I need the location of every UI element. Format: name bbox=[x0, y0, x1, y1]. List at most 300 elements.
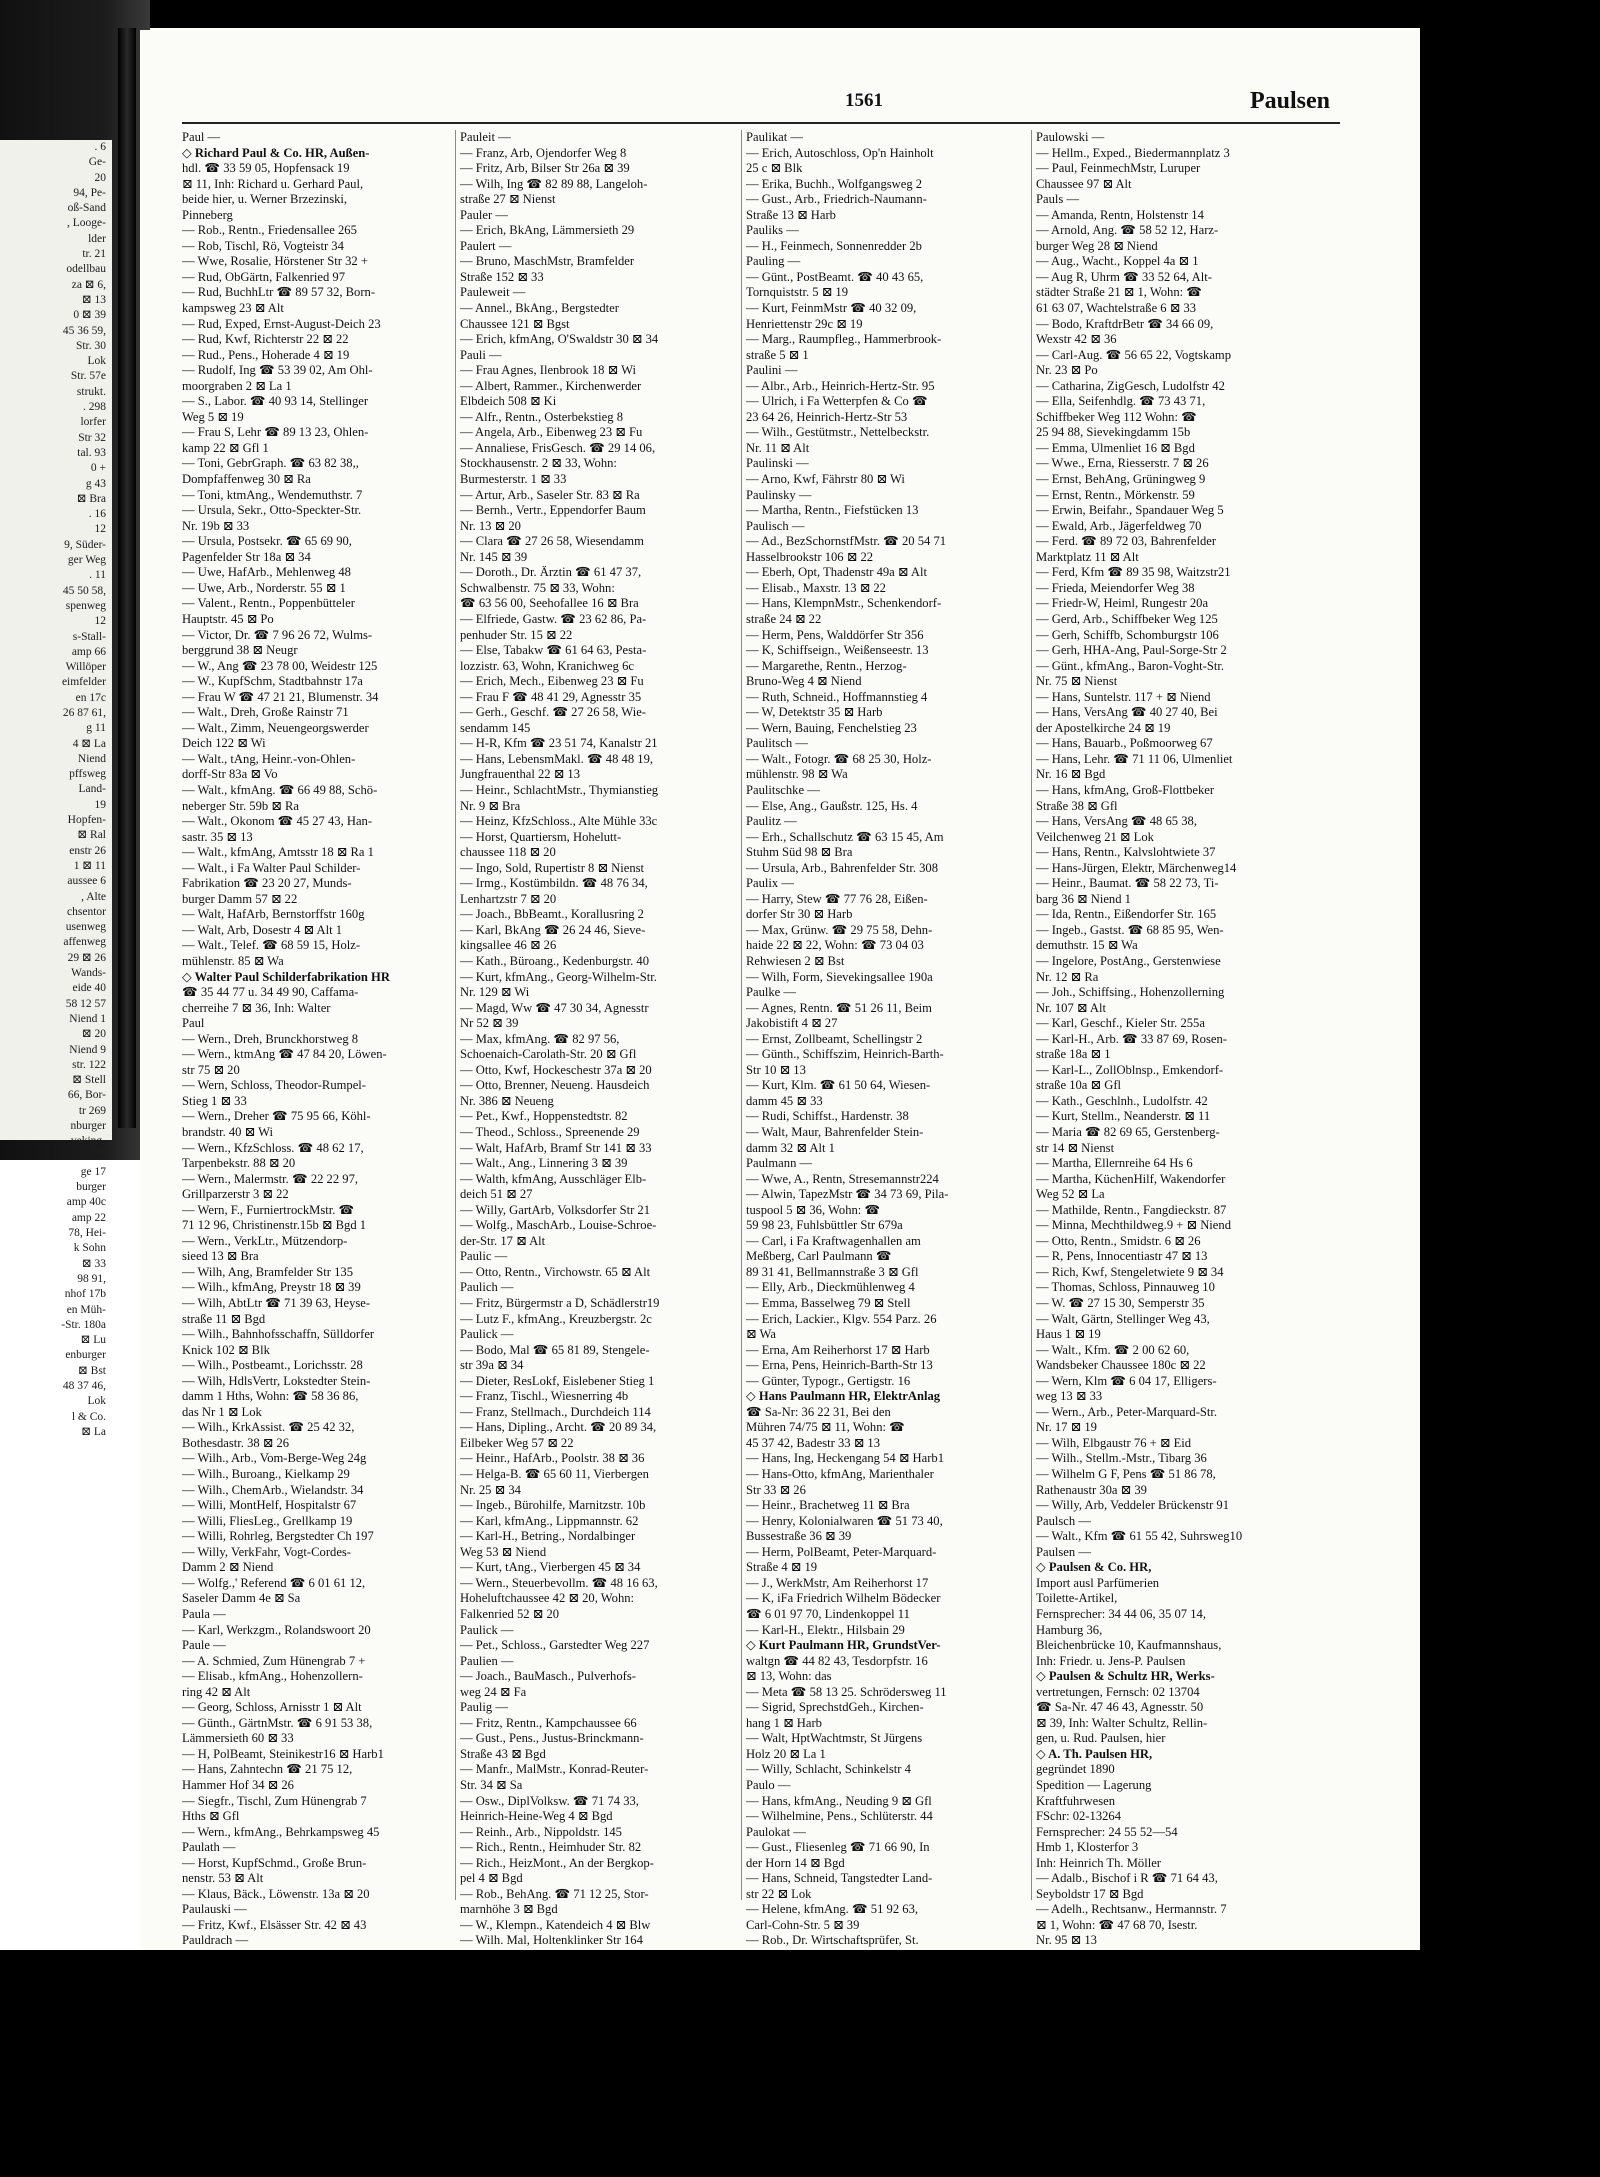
directory-entry: damm 45 ⊠ 33 bbox=[746, 1093, 823, 1108]
directory-entry: — Rud, Exped, Ernst-August-Deich 23 bbox=[182, 316, 381, 331]
directory-entry: — Harry, Stew ☎ 77 76 28, Eißen- bbox=[746, 891, 928, 906]
previous-page-line: 19 bbox=[94, 798, 106, 811]
directory-entry: — W., Klempn., Katendeich 4 ⊠ Blw bbox=[460, 1917, 651, 1932]
directory-entry: Deich 122 ⊠ Wi bbox=[182, 736, 266, 751]
directory-entry: — Arnold, Ang. ☎ 58 52 12, Harz- bbox=[1036, 223, 1219, 238]
previous-page-line: ⊠ Lu bbox=[80, 1334, 106, 1347]
previous-page-line: 45 36 59, bbox=[62, 324, 106, 337]
directory-entry: — Rich., HeizMont., An der Bergkop- bbox=[460, 1855, 654, 1870]
directory-entry: — H-R, Kfm ☎ 23 51 74, Kanalstr 21 bbox=[460, 736, 658, 751]
firm-entry: ◇ Hans Paulmann HR, ElektrAnlag bbox=[746, 1389, 941, 1404]
directory-entry: Nr. 13 ⊠ 20 bbox=[460, 518, 521, 533]
directory-entry: — Heinr., HafArb., Poolstr. 38 ⊠ 36 bbox=[460, 1451, 645, 1466]
directory-entry: — Uwe, HafArb., Mehlenweg 48 bbox=[182, 565, 351, 580]
directory-page bbox=[140, 30, 1420, 1950]
directory-entry: — Ernst, Zollbeamt, Schellingstr 2 bbox=[746, 1031, 923, 1046]
directory-entry: — Walth, kfmAng, Ausschläger Elb- bbox=[460, 1171, 647, 1186]
directory-entry: — Ursula, Sekr., Otto-Speckter-Str. bbox=[182, 503, 362, 518]
directory-entry: — Wilh, AbtLtr ☎ 71 39 63, Heyse- bbox=[182, 1296, 371, 1311]
previous-page-line: 20 bbox=[94, 171, 106, 184]
directory-entry: Spedition — Lagerung bbox=[1036, 1777, 1152, 1792]
directory-entry: — Wilh., Arb., Vom-Berge-Weg 24g bbox=[182, 1451, 367, 1466]
directory-entry: — Fritz, Kwf., Elsässer Str. 42 ⊠ 43 bbox=[182, 1917, 367, 1932]
directory-entry: — Kurt, FeinmMstr ☎ 40 32 09, bbox=[746, 301, 917, 316]
firm-entry: ◇ Richard Paul & Co. HR, Außen- bbox=[182, 145, 370, 160]
directory-entry: str 75 ⊠ 20 bbox=[182, 1062, 240, 1077]
directory-entry: — Toni, GebrGraph. ☎ 63 82 38,, bbox=[182, 456, 359, 471]
directory-entry: gegründet 1890 bbox=[1036, 1762, 1115, 1777]
directory-entry: — Karl, Werkzgm., Rolandswoort 20 bbox=[182, 1622, 371, 1637]
directory-entry: — Walt, HafArb, Bernstorffstr 160g bbox=[182, 907, 365, 922]
directory-entry: Jungfrauenthal 22 ⊠ 13 bbox=[460, 767, 581, 782]
previous-page-line: eide 40 bbox=[72, 982, 106, 995]
directory-entry: — Fritz, Arb, Bilser Str 26a ⊠ 39 bbox=[460, 161, 630, 176]
directory-entry: Nr. 25 ⊠ 34 bbox=[460, 1482, 521, 1497]
previous-page-line: 9, Süder- bbox=[64, 538, 106, 551]
directory-entry: — Hans, KlempnMstr., Schenkendorf- bbox=[746, 596, 942, 611]
directory-entry: — Frau W ☎ 47 21 21, Blumenstr. 34 bbox=[182, 689, 379, 704]
directory-entry: — Uwe, Arb., Norderstr. 55 ⊠ 1 bbox=[182, 580, 346, 595]
directory-entry: — Klaus, Bäck., Löwenstr. 13a ⊠ 20 bbox=[182, 1886, 370, 1901]
directory-entry: Str 10 ⊠ 13 bbox=[746, 1062, 806, 1077]
directory-entry: sendamm 145 bbox=[460, 720, 531, 735]
previous-page-line: ger Weg bbox=[67, 554, 106, 567]
previous-page-line: ⊠ Ral bbox=[77, 829, 106, 842]
previous-page-line: g 43 bbox=[85, 477, 106, 490]
previous-page-line: Lok bbox=[87, 355, 106, 368]
surname-heading: Pauls — bbox=[1036, 192, 1080, 207]
directory-entry: — Heinr., SchlachtMstr., Thymianstieg bbox=[460, 782, 659, 797]
directory-entry: — A. Schmied, Zum Hünengrab 7 + bbox=[182, 1653, 366, 1668]
previous-page-line: en 17c bbox=[75, 691, 106, 704]
directory-entry: — Wilh, Form, Sievekingsallee 190a bbox=[746, 969, 933, 984]
directory-entry: — Joh., Schiffsing., Hohenzollerning bbox=[1036, 985, 1225, 1000]
directory-entry: — Henry, Kolonialwaren ☎ 51 73 40, bbox=[746, 1513, 943, 1528]
directory-entry: — Carl-Aug. ☎ 56 65 22, Vogtskamp bbox=[1036, 347, 1232, 362]
directory-entry: — Herm, PolBeamt, Peter-Marquard- bbox=[746, 1544, 937, 1559]
directory-entry: — Eberh, Opt, Thadenstr 49a ⊠ Alt bbox=[746, 565, 928, 580]
directory-entry: — Angela, Arb., Eibenweg 23 ⊠ Fu bbox=[460, 425, 643, 440]
directory-entry: Weg 52 ⊠ La bbox=[1036, 1187, 1105, 1202]
directory-entry: — Kath., Büroang., Kedenburgstr. 40 bbox=[460, 953, 649, 968]
directory-entry: — Wilh. Mal, Holtenklinker Str 164 bbox=[460, 1933, 643, 1948]
directory-entry: — Wilh., Bahnhofsschaffn, Sülldorfer bbox=[182, 1327, 375, 1342]
directory-entry: — Martha, Ellernreihe 64 Hs 6 bbox=[1036, 1156, 1193, 1171]
directory-entry: — Wilh., Gestütmstr., Nettelbeckstr. bbox=[746, 425, 930, 440]
header-rule bbox=[182, 122, 1340, 124]
directory-entry: weg 24 ⊠ Fa bbox=[460, 1684, 527, 1699]
surname-heading: Paulick — bbox=[460, 1327, 514, 1342]
directory-entry: — Günter, Typogr., Gertigstr. 16 bbox=[746, 1373, 911, 1388]
directory-entry: — Rudolf, Ing ☎ 53 39 02, Am Ohl- bbox=[182, 363, 373, 378]
directory-entry: — Friedr-W, Heiml, Rungestr 20a bbox=[1036, 596, 1209, 611]
directory-entry: — Wwe, A., Rentn, Stresemannstr224 bbox=[746, 1171, 939, 1186]
directory-entry: Elbdeich 508 ⊠ Ki bbox=[460, 394, 557, 409]
directory-entry: Jakobistift 4 ⊠ 27 bbox=[746, 1016, 838, 1031]
firm-entry: ◇ Walter Paul Schilderfabrikation HR bbox=[182, 969, 390, 984]
directory-entry: Nr. 23 ⊠ Po bbox=[1036, 363, 1098, 378]
surname-heading: Paulitsch — bbox=[746, 736, 808, 751]
directory-entry: — Alfr., Rentn., Osterbekstieg 8 bbox=[460, 409, 623, 424]
directory-entry: 61 63 07, Wachtelstraße 6 ⊠ 33 bbox=[1036, 301, 1197, 316]
directory-entry: vertretungen, Fernsch: 02 13704 bbox=[1036, 1684, 1200, 1699]
directory-entry: — Otto, Brenner, Neueng. Hausdeich bbox=[460, 1078, 650, 1093]
surname-heading: Paulokat — bbox=[746, 1824, 806, 1839]
directory-entry: — Wern, Klm ☎ 6 04 17, Elligers- bbox=[1036, 1373, 1217, 1388]
directory-entry: — S., Labor. ☎ 40 93 14, Stellinger bbox=[182, 394, 369, 409]
surname-heading: Paule — bbox=[182, 1638, 226, 1653]
previous-page-line: amp 66 bbox=[71, 645, 106, 658]
previous-page-line: burger bbox=[76, 1181, 106, 1194]
directory-entry: — Wilhelmine, Pens., Schlüterstr. 44 bbox=[746, 1809, 933, 1824]
surname-heading: Paulsen — bbox=[1036, 1544, 1091, 1559]
surname-heading: Paulitz — bbox=[746, 814, 797, 829]
directory-entry: — Walt., kfmAng, Amtsstr 18 ⊠ Ra 1 bbox=[182, 845, 374, 860]
directory-entry: Eilbeker Weg 57 ⊠ 22 bbox=[460, 1435, 574, 1450]
directory-entry: — Rich., Rentn., Heimhuder Str. 82 bbox=[460, 1840, 642, 1855]
directory-entry: straße 5 ⊠ 1 bbox=[746, 347, 809, 362]
directory-entry: — Else, Ang., Gaußstr. 125, Hs. 4 bbox=[746, 798, 918, 813]
previous-page-line: 45 50 58, bbox=[62, 584, 106, 597]
directory-entry: Dompfaffenweg 30 ⊠ Ra bbox=[182, 472, 311, 487]
directory-entry: — Walt., Ang., Linnering 3 ⊠ 39 bbox=[460, 1156, 628, 1171]
previous-page-line: veking- bbox=[70, 1135, 106, 1148]
directory-entry: — Hans, Bauarb., Poßmoorweg 67 bbox=[1036, 736, 1213, 751]
directory-entry: — R, Pens, Innocentiastr 47 ⊠ 13 bbox=[1036, 1249, 1208, 1264]
directory-entry: hang 1 ⊠ Harb bbox=[746, 1715, 822, 1730]
directory-entry: Wandsbeker Chaussee 180c ⊠ 22 bbox=[1036, 1358, 1206, 1373]
directory-entry: — Horst, Quartiersm, Hohelutt- bbox=[460, 829, 622, 844]
directory-entry: — Wern., kfmAng., Behrkampsweg 45 bbox=[182, 1824, 380, 1839]
previous-page-line: Hopfen- bbox=[67, 814, 106, 827]
directory-entry: — Elfriede, Gastw. ☎ 23 62 86, Pa- bbox=[460, 611, 647, 626]
directory-entry: Nr. 129 ⊠ Wi bbox=[460, 985, 530, 1000]
directory-entry: — Rob., Rentn., Friedensallee 265 bbox=[182, 223, 357, 238]
firm-entry: ◇ Kurt Paulmann HR, GrundstVer- bbox=[746, 1638, 941, 1653]
directory-entry: — Ulrich, i Fa Wetterpfen & Co ☎ bbox=[746, 394, 928, 409]
firm-entry: ◇ A. Th. Paulsen HR, bbox=[1036, 1746, 1153, 1761]
directory-entry: 23 64 26, Heinrich-Hertz-Str 53 bbox=[746, 409, 908, 424]
directory-entry: Schiffbeker Weg 112 Wohn: ☎ bbox=[1036, 409, 1197, 424]
directory-entry: Bruno-Weg 4 ⊠ Niend bbox=[746, 674, 862, 689]
surname-heading: Paulauski — bbox=[182, 1902, 247, 1917]
directory-entry: — Helene, kfmAng. ☎ 51 92 63, bbox=[746, 1902, 919, 1917]
directory-entry: straße 10a ⊠ Gfl bbox=[1036, 1078, 1122, 1093]
directory-entry: Nr 52 ⊠ 39 bbox=[460, 1016, 519, 1031]
directory-entry: Kraftfuhrwesen bbox=[1036, 1793, 1116, 1808]
directory-entry: Carl-Cohn-Str. 5 ⊠ 39 bbox=[746, 1917, 860, 1932]
previous-page-line: Land- bbox=[78, 783, 106, 796]
directory-entry: — Otto, Rentn., Virchowstr. 65 ⊠ Alt bbox=[460, 1264, 651, 1279]
directory-entry: — Günt., PostBeamt. ☎ 40 43 65, bbox=[746, 269, 924, 284]
previous-page-line: tr. 21 bbox=[82, 248, 106, 261]
directory-entry: Schwalbenstr. 75 ⊠ 33, Wohn: bbox=[460, 580, 615, 595]
directory-entry: 45 37 42, Badestr 33 ⊠ 13 bbox=[746, 1435, 881, 1450]
directory-entry: — Willi, FliesLeg., Grellkamp 19 bbox=[182, 1513, 353, 1528]
previous-page-line: aussee 6 bbox=[67, 875, 106, 888]
directory-entry: 59 98 23, Fuhlsbüttler Str 679a bbox=[746, 1218, 903, 1233]
directory-entry: Damm 2 ⊠ Niend bbox=[182, 1560, 274, 1575]
previous-page-line: 0 ⊠ 39 bbox=[73, 309, 106, 322]
directory-entry: Hasselbrookstr 106 ⊠ 22 bbox=[746, 549, 874, 564]
directory-entry: — Wilh., Buroang., Kielkamp 29 bbox=[182, 1467, 350, 1482]
directory-entry: — Kurt, kfmAng., Georg-Wilhelm-Str. bbox=[460, 969, 657, 984]
directory-entry: — Willi, Rohrleg, Bergstedter Ch 197 bbox=[182, 1529, 374, 1544]
directory-entry: — Walt., Okonom ☎ 45 27 43, Han- bbox=[182, 814, 373, 829]
scan-border-bottom bbox=[0, 1950, 1600, 2177]
previous-page-line: amp 40c bbox=[66, 1196, 106, 1209]
directory-entry: Falkenried 52 ⊠ 20 bbox=[460, 1606, 560, 1621]
directory-entry: — Ida, Rentn., Eißendorfer Str. 165 bbox=[1036, 907, 1217, 922]
directory-entry: mühlenstr. 98 ⊠ Wa bbox=[746, 767, 848, 782]
directory-entry: — Wern, F., FurniertrockMstr. ☎ bbox=[182, 1202, 355, 1217]
previous-page-line: . 298 bbox=[83, 401, 106, 414]
previous-page-line: ⊠ 20 bbox=[81, 1028, 106, 1041]
directory-entry: — Frau S, Lehr ☎ 89 13 23, Ohlen- bbox=[182, 425, 369, 440]
directory-entry: straße 18a ⊠ 1 bbox=[1036, 1047, 1111, 1062]
directory-entry: — W., KupfSchm, Stadtbahnstr 17a bbox=[182, 674, 363, 689]
directory-entry: Nr. 17 ⊠ 19 bbox=[1036, 1420, 1097, 1435]
previous-page-line: l & Co. bbox=[71, 1410, 106, 1423]
directory-entry: — Maria ☎ 82 69 65, Gerstenberg- bbox=[1036, 1125, 1220, 1139]
directory-entry: — Dieter, ResLokf, Eislebener Stieg 1 bbox=[460, 1373, 655, 1388]
directory-entry: — Thomas, Schloss, Pinnauweg 10 bbox=[1036, 1280, 1215, 1295]
directory-entry: Bothesdastr. 38 ⊠ 26 bbox=[182, 1435, 290, 1450]
directory-entry: — Alwin, TapezMstr ☎ 34 73 69, Pila- bbox=[746, 1187, 949, 1202]
directory-entry: — Ingeb., Bürohilfe, Marnitzstr. 10b bbox=[460, 1498, 646, 1513]
directory-entry: — Walt, HptWachtmstr, St Jürgens bbox=[746, 1731, 923, 1746]
directory-entry: Heinrich-Heine-Weg 4 ⊠ Bgd bbox=[460, 1809, 613, 1824]
directory-entry: Straße 13 ⊠ Harb bbox=[746, 207, 836, 222]
directory-entry: — Victor, Dr. ☎ 7 96 26 72, Wulms- bbox=[182, 627, 373, 642]
directory-entry: Hoheluftchaussee 42 ⊠ 20, Wohn: bbox=[460, 1591, 635, 1606]
directory-entry: der Horn 14 ⊠ Bgd bbox=[746, 1855, 845, 1870]
directory-entry: — Wolfg., MaschArb., Louise-Schroe- bbox=[460, 1218, 657, 1233]
directory-entry: Seyboldstr 17 ⊠ Bgd bbox=[1036, 1886, 1144, 1901]
directory-entry: — Ella, Seifenhdlg. ☎ 73 43 71, bbox=[1036, 394, 1206, 409]
directory-entry: kampsweg 23 ⊠ Alt bbox=[182, 301, 284, 316]
previous-page-line: 12 bbox=[94, 523, 106, 536]
directory-entry: — Ingo, Sold, Rupertistr 8 ⊠ Nienst bbox=[460, 860, 645, 875]
directory-entry: städter Straße 21 ⊠ 1, Wohn: ☎ bbox=[1036, 285, 1202, 300]
surname-heading: Paulath — bbox=[182, 1840, 236, 1855]
directory-entry: — Erich, Mech., Eibenweg 23 ⊠ Fu bbox=[460, 674, 644, 689]
directory-entry: — Karl, BkAng ☎ 26 24 46, Sieve- bbox=[460, 922, 646, 937]
directory-entry: — Helga-B. ☎ 65 60 11, Vierbergen bbox=[460, 1467, 649, 1482]
directory-entry: — Osw., DiplVolksw. ☎ 71 74 33, bbox=[460, 1793, 639, 1808]
surname-heading: Paulisch — bbox=[746, 518, 805, 533]
directory-entry: — Ursula, Postsekr. ☎ 65 69 90, bbox=[182, 534, 352, 549]
directory-entry: — Fritz, Bürgermstr a D, Schädlerstr19 bbox=[460, 1296, 660, 1311]
previous-page-line: 29 ⊠ 26 bbox=[67, 951, 106, 964]
directory-entry: Wexstr 42 ⊠ 36 bbox=[1036, 332, 1117, 347]
directory-entry: — Fritz, Rentn., Kampchaussee 66 bbox=[460, 1715, 637, 1730]
directory-entry: — Wern, Schloss, Theodor-Rumpel- bbox=[182, 1078, 367, 1093]
previous-page-fragment bbox=[0, 140, 112, 1438]
directory-entry: — Erna, Am Reiherhorst 17 ⊠ Harb bbox=[746, 1342, 930, 1357]
previous-page-line: ⊠ 13 bbox=[81, 293, 106, 306]
directory-entry: — Mathilde, Rentn., Fangdieckstr. 87 bbox=[1036, 1202, 1227, 1217]
directory-entry: — Walt., Kfm ☎ 61 55 42, Suhrsweg10 bbox=[1036, 1529, 1243, 1544]
directory-entry: — Wilh., Stellm.-Mstr., Tibarg 36 bbox=[1036, 1451, 1207, 1466]
previous-page-line: Str 32 bbox=[78, 431, 106, 444]
directory-entry: berggrund 38 ⊠ Neugr bbox=[182, 643, 298, 658]
directory-column-3 bbox=[746, 130, 1028, 1948]
directory-entry: Rathenaustr 30a ⊠ 39 bbox=[1036, 1482, 1147, 1497]
directory-entry: ⊠ 11, Inh: Richard u. Gerhard Paul, bbox=[182, 176, 364, 191]
directory-entry: burger Damm 57 ⊠ 22 bbox=[182, 891, 298, 906]
directory-entry: — Ad., BezSchornstfMstr. ☎ 20 54 71 bbox=[746, 534, 947, 549]
directory-entry: — Wern., ktmAng ☎ 47 84 20, Löwen- bbox=[182, 1047, 387, 1062]
directory-entry: — Franz, Stellmach., Durchdeich 114 bbox=[460, 1404, 651, 1419]
directory-entry: — Catharina, ZigGesch, Ludolfstr 42 bbox=[1036, 378, 1225, 393]
surname-heading: Paulmann — bbox=[746, 1156, 813, 1171]
previous-page-line: str. 122 bbox=[72, 1058, 106, 1071]
previous-page-line: tal. 93 bbox=[77, 446, 106, 459]
directory-entry: — Wilh., ChemArb., Wielandstr. 34 bbox=[182, 1482, 364, 1497]
directory-entry: demuthstr. 15 ⊠ Wa bbox=[1036, 938, 1138, 953]
directory-entry: Chaussee 121 ⊠ Bgst bbox=[460, 316, 570, 331]
previous-page-line: ⊠ Bra bbox=[76, 492, 106, 505]
directory-entry: ☎ Sa-Nr. 47 46 43, Agnesstr. 50 bbox=[1036, 1700, 1204, 1715]
directory-entry: — Carl, i Fa Kraftwagenhallen am bbox=[746, 1233, 921, 1248]
surname-heading: Paulo — bbox=[746, 1777, 791, 1792]
previous-page-line: eimfelder bbox=[61, 676, 106, 689]
directory-entry: — Rob., BehAng. ☎ 71 12 25, Stor- bbox=[460, 1886, 649, 1901]
surname-heading: Pauli — bbox=[460, 347, 502, 362]
directory-entry: beide hier, u. Werner Brzezinski, bbox=[182, 192, 348, 207]
previous-page-line: ⊠ La bbox=[81, 1425, 106, 1438]
previous-page-line: 94, Pe- bbox=[73, 186, 106, 199]
directory-entry: — Hans, LebensmMakl. ☎ 48 48 19, bbox=[460, 751, 654, 766]
directory-entry: — Ewald, Arb., Jägerfeldweg 70 bbox=[1036, 518, 1202, 533]
directory-entry: — Hans, VersAng ☎ 48 65 38, bbox=[1036, 814, 1197, 829]
directory-entry: — Kath., Geschlnh., Ludolfstr. 42 bbox=[1036, 1093, 1208, 1108]
directory-entry: ☎ 35 44 77 u. 34 49 90, Caffama- bbox=[182, 985, 359, 1000]
directory-entry: — Wwe., Erna, Riesserstr. 7 ⊠ 26 bbox=[1036, 456, 1209, 471]
surname-heading: Paulert — bbox=[460, 238, 512, 253]
directory-entry: — Horst, KupfSchmd., Große Brun- bbox=[182, 1855, 367, 1870]
directory-entry: — W. ☎ 27 15 30, Semperstr 35 bbox=[1036, 1296, 1205, 1311]
surname-heading: Paulowski — bbox=[1036, 130, 1105, 144]
directory-entry: — Ruth, Schneid., Hoffmannstieg 4 bbox=[746, 689, 928, 704]
directory-entry: Schoenaich-Carolath-Str. 20 ⊠ Gfl bbox=[460, 1047, 637, 1062]
directory-entry: Import ausl Parfümerien bbox=[1036, 1575, 1160, 1590]
directory-entry: Veilchenweg 21 ⊠ Lok bbox=[1036, 829, 1154, 844]
directory-entry: ☎ 63 56 00, Seehofallee 16 ⊠ Bra bbox=[460, 596, 639, 611]
previous-page-line: strukt. bbox=[76, 385, 106, 398]
directory-entry: — Bernh., Vertr., Eppendorfer Baum bbox=[460, 503, 646, 518]
directory-entry: Inh: Friedr. u. Jens-P. Paulsen bbox=[1036, 1653, 1186, 1668]
previous-page-line: . 16 bbox=[88, 508, 106, 521]
previous-page-line: za ⊠ 6, bbox=[71, 278, 106, 291]
previous-page-line: 78, Hei- bbox=[68, 1227, 106, 1240]
directory-entry: das Nr 1 ⊠ Lok bbox=[182, 1404, 262, 1419]
surname-heading: Paulini — bbox=[746, 363, 798, 378]
directory-entry: — Walt, Maur, Bahrenfelder Stein- bbox=[746, 1125, 924, 1139]
directory-entry: — W., Ang ☎ 23 78 00, Weidestr 125 bbox=[182, 658, 378, 673]
directory-entry: Nr. 145 ⊠ 39 bbox=[460, 549, 528, 564]
directory-entry: sieed 13 ⊠ Bra bbox=[182, 1249, 259, 1264]
previous-page-line: amp 22 bbox=[71, 1211, 106, 1224]
directory-entry: — Heinr., Brachetweg 11 ⊠ Bra bbox=[746, 1498, 910, 1513]
previous-page-line: 58 12 57 bbox=[65, 997, 106, 1010]
directory-entry: — Hans, kfmAng., Neuding 9 ⊠ Gfl bbox=[746, 1793, 932, 1808]
previous-page-line: ⊠ 33 bbox=[81, 1257, 106, 1270]
directory-entry: — Manfr., MalMstr., Konrad-Reuter- bbox=[460, 1762, 649, 1777]
directory-entry: — Agnes, Rentn. ☎ 51 26 11, Beim bbox=[746, 1000, 932, 1015]
directory-entry: — Rud, Kwf, Richterstr 22 ⊠ 22 bbox=[182, 332, 349, 347]
directory-entry: 25 94 88, Sievekingdamm 15b bbox=[1036, 425, 1191, 440]
previous-page-line: usenweg bbox=[65, 921, 106, 934]
directory-entry: Tornquiststr. 5 ⊠ 19 bbox=[746, 285, 849, 300]
column-divider bbox=[741, 130, 742, 1900]
directory-entry: marnhöhe 3 ⊠ Bgd bbox=[460, 1902, 558, 1917]
directory-entry: moorgraben 2 ⊠ La 1 bbox=[182, 378, 292, 393]
surname-heading: Paula — bbox=[182, 1606, 226, 1621]
directory-entry: — Karl-H., Elektr., Hilsbain 29 bbox=[746, 1622, 905, 1637]
previous-page-line: en Müh- bbox=[66, 1303, 106, 1316]
directory-entry: — Hans, kfmAng, Groß-Flottbeker bbox=[1036, 782, 1215, 797]
surname-heading: Pauleit — bbox=[460, 130, 511, 144]
directory-entry: — Kurt, Klm. ☎ 61 50 64, Wiesen- bbox=[746, 1078, 931, 1093]
directory-entry: — Wilh, Ang, Bramfelder Str 135 bbox=[182, 1264, 354, 1279]
directory-entry: — Wern., Dreh, Brunckhorstweg 8 bbox=[182, 1031, 359, 1046]
directory-entry: Stuhm Süd 98 ⊠ Bra bbox=[746, 845, 853, 860]
directory-entry: — Martha, KüchenHilf, Wakendorfer bbox=[1036, 1171, 1226, 1186]
previous-page-line: Str. 30 bbox=[75, 339, 106, 352]
directory-entry: — Wern, Bauing, Fenchelstieg 23 bbox=[746, 720, 917, 735]
previous-page-line: 48 37 46, bbox=[62, 1380, 106, 1393]
directory-entry: — Joach., BbBeamt., Korallusring 2 bbox=[460, 907, 644, 922]
scan-border-top bbox=[0, 0, 1600, 28]
directory-entry: hdl. ☎ 33 59 05, Hopfensack 19 bbox=[182, 161, 350, 176]
previous-page-line: -Str. 180a bbox=[61, 1318, 106, 1331]
directory-entry: — Meta ☎ 58 13 25. Schrödersweg 11 bbox=[746, 1684, 947, 1699]
directory-entry: — Doroth., Dr. Ärztin ☎ 61 47 37, bbox=[460, 565, 642, 580]
previous-page-line: enstr 26 bbox=[69, 844, 106, 857]
directory-entry: Haus 1 ⊠ 19 bbox=[1036, 1327, 1101, 1342]
surname-heading: Paulien — bbox=[460, 1653, 514, 1668]
previous-page-line: Ge- bbox=[88, 156, 106, 169]
column-divider bbox=[1031, 130, 1032, 1900]
surname-heading: Paul — bbox=[182, 130, 221, 144]
previous-page-line: s-Stall- bbox=[72, 630, 106, 643]
previous-page-line: . 6 bbox=[94, 141, 106, 153]
surname-heading: Paulich — bbox=[460, 1280, 514, 1295]
directory-entry: — Willy, VerkFahr, Vogt-Cordes- bbox=[182, 1544, 351, 1559]
directory-entry: Rehwiesen 2 ⊠ Bst bbox=[746, 953, 845, 968]
surname-heading: Pauliks — bbox=[746, 223, 799, 238]
directory-entry: — Hans-Otto, kfmAng, Marienthaler bbox=[746, 1467, 934, 1482]
running-head: Paulsen bbox=[1249, 88, 1330, 114]
directory-entry: — Pet., Schloss., Garstedter Weg 227 bbox=[460, 1638, 650, 1653]
directory-entry: kingsallee 46 ⊠ 26 bbox=[460, 938, 557, 953]
directory-entry: — Ingeb., Gastst. ☎ 68 85 95, Wen- bbox=[1036, 922, 1224, 937]
surname-heading: Pauleweit — bbox=[460, 285, 526, 300]
directory-entry: — Adelh., Rechtsanw., Hermannstr. 7 bbox=[1036, 1902, 1227, 1917]
directory-entry: Straße 4 ⊠ 19 bbox=[746, 1560, 818, 1575]
directory-entry: — Hans, Lehr. ☎ 71 11 06, Ulmenliet bbox=[1036, 751, 1233, 766]
directory-entry: — Wern., Dreher ☎ 75 95 66, Köhl- bbox=[182, 1109, 371, 1124]
directory-entry: Weg 5 ⊠ 19 bbox=[182, 409, 244, 424]
directory-entry: Fernsprecher: 24 55 52—54 bbox=[1036, 1824, 1178, 1839]
directory-column-1 bbox=[182, 130, 452, 1948]
directory-entry: — Karl-H., Arb. ☎ 33 87 69, Rosen- bbox=[1036, 1031, 1227, 1046]
previous-page-line: , Looge- bbox=[67, 217, 106, 230]
directory-entry: tuspool 5 ⊠ 36, Wohn: ☎ bbox=[746, 1202, 881, 1217]
directory-entry: — Ursula, Arb., Bahrenfelder Str. 308 bbox=[746, 860, 939, 875]
